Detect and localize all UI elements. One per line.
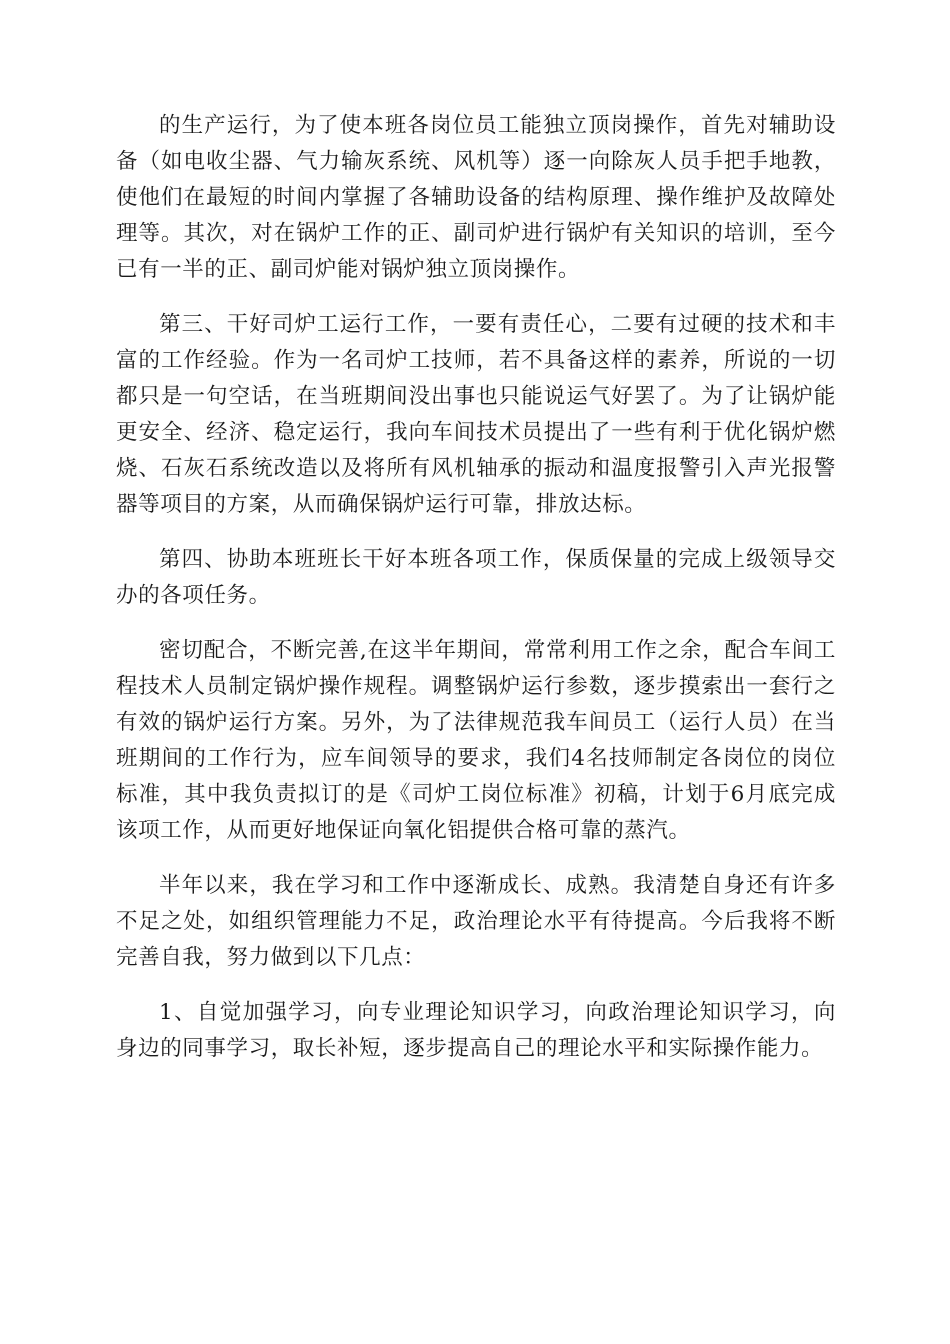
paragraph-2: 第三、干好司炉工运行工作，一要有责任心，二要有过硬的技术和丰富的工作经验。作为一名司炉工技师，若不具备这样的素养，所说的一切都只是一句空话，在当班期间没出事也只能说运气好罢了。为了让锅炉能更安全、经济、稳定运行，我向车间技术员提出了一些有利于优化锅炉燃烧、石灰石系统改造以及将所有风机轴承的振动和温度报警引入声光报警器等项目的方案，从而确保锅炉运行可靠，排放达标。 <box>116 312 836 517</box>
paragraph-5: 半年以来，我在学习和工作中逐渐成长、成熟。我清楚自身还有许多不足之处，如组织管理能力不足，政治理论水平有待提高。今后我将不断完善自我，努力做到以下几点： <box>116 873 836 970</box>
paragraph-3: 第四、协助本班班长干好本班各项工作，保质保量的完成上级领导交办的各项任务。 <box>116 547 836 608</box>
paragraph-6: 1、自觉加强学习，向专业理论知识学习，向政治理论知识学习，向身边的同事学习，取长补短，逐步提高自己的理论水平和实际操作能力。 <box>116 1000 836 1061</box>
document-body <box>116 108 836 1086</box>
paragraph-1: 的生产运行，为了使本班各岗位员工能独立顶岗操作，首先对辅助设备（如电收尘器、气力输灰系统、风机等）逐一向除灰人员手把手地教，使他们在最短的时间内掌握了各辅助设备的结构原理、操作维护及故障处理等。其次，对在锅炉工作的正、副司炉进行锅炉有关知识的培训，至今已有一半的正、副司炉能对锅炉独立顶岗操作。 <box>116 113 836 282</box>
paragraph-4: 密切配合，不断完善,在这半年期间，常常利用工作之余，配合车间工程技术人员制定锅炉操作规程。调整锅炉运行参数，逐步摸索出一套行之有效的锅炉运行方案。另外，为了法律规范我车间员工（运行人员）在当班期间的工作行为，应车间领导的要求，我们4名技师制定各岗位的岗位标准，其中我负责拟订的是《司炉工岗位标准》初稿，计划于6月底完成该项工作，从而更好地保证向氧化铝提供合格可靠的蒸汽。 <box>116 638 836 843</box>
